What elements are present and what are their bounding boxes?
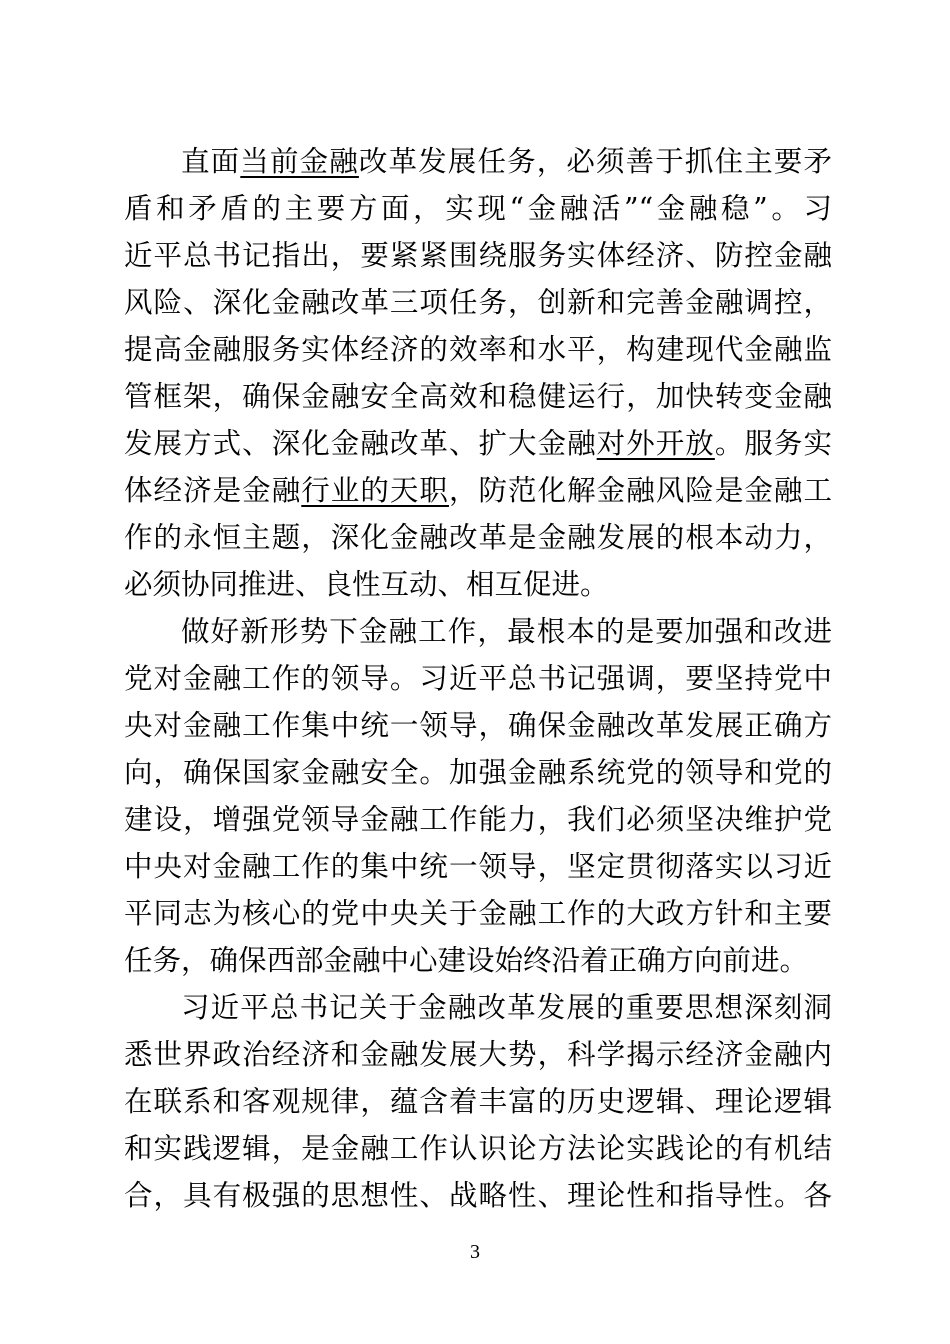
text-segment: 近平总书记指出，要紧紧围绕服务实体经济、防控金融 (124, 239, 832, 272)
text-segment: 风险、深化金融改革三项任务，创新和完善金融调控， (124, 286, 832, 319)
text-segment: 作的永恒主题，深化金融改革是金融发展的根本动力， (124, 521, 832, 554)
text-line (124, 185, 832, 232)
text-segment: 建设，增强党领导金融工作能力，我们必须坚决维护党 (124, 803, 832, 836)
text-line (124, 514, 832, 561)
text-line (124, 373, 832, 420)
text-segment: 管框架，确保金融安全高效和稳健运行，加快转变金融 (124, 380, 832, 413)
text-line (124, 1172, 832, 1219)
paragraph (124, 608, 832, 984)
text-segment: 提高金融服务实体经济的效率和水平，构建现代金融监 (124, 333, 832, 366)
text-line (124, 890, 832, 937)
page-number: 3 (470, 1241, 480, 1263)
text-segment: 。服务实 (714, 427, 832, 460)
text-segment: 在联系和客观规律，蕴含着丰富的历史逻辑、理论逻辑 (124, 1085, 832, 1118)
text-line (124, 749, 832, 796)
text-line (124, 796, 832, 843)
underlined-text: 当前金融 (240, 145, 359, 178)
text-line (124, 1125, 832, 1172)
text-line (124, 655, 832, 702)
text-segment: 发展方式、深化金融改革、扩大金融 (124, 427, 597, 460)
text-line (124, 937, 832, 984)
text-segment: 平同志为核心的党中央关于金融工作的大政方针和主要 (124, 897, 832, 930)
text-line (124, 608, 832, 655)
text-segment: 必须协同推进、良性互动、相互促进。 (124, 568, 609, 601)
text-segment: 直面 (181, 145, 241, 178)
text-segment: 向，确保国家金融安全。加强金融系统党的领导和党的 (124, 756, 832, 789)
text-segment: 悉世界政治经济和金融发展大势，科学揭示经济金融内 (124, 1038, 832, 1071)
body-text (124, 138, 832, 1219)
text-segment: 中央对金融工作的集中统一领导，坚定贯彻落实以习近 (124, 850, 832, 883)
text-segment: 习近平总书记关于金融改革发展的重要思想深刻洞 (181, 991, 832, 1024)
text-line (124, 138, 832, 185)
paragraph (124, 984, 832, 1219)
underlined-text: 对外开放 (596, 427, 715, 460)
text-segment: 合，具有极强的思想性、战略性、理论性和指导性。各 (124, 1179, 832, 1212)
text-segment: 盾和矛盾的主要方面，实现“金融活”“金融稳”。习 (124, 192, 832, 225)
text-segment: 体经济是金融 (124, 474, 302, 507)
underlined-text: 行业的天职 (301, 474, 449, 507)
text-segment: ，防范化解金融风险是金融工 (448, 474, 832, 507)
text-line (124, 702, 832, 749)
text-line (124, 1031, 832, 1078)
text-line (124, 232, 832, 279)
text-line (124, 843, 832, 890)
text-line (124, 420, 832, 467)
paragraph (124, 138, 832, 608)
text-line (124, 279, 832, 326)
text-segment: 改革发展任务，必须善于抓住主要矛 (358, 145, 832, 178)
text-segment: 党对金融工作的领导。习近平总书记强调，要坚持党中 (124, 662, 832, 695)
text-segment: 做好新形势下金融工作，最根本的是要加强和改进 (181, 615, 832, 648)
text-line (124, 984, 832, 1031)
text-line (124, 561, 832, 608)
text-line (124, 326, 832, 373)
text-segment: 央对金融工作集中统一领导，确保金融改革发展正确方 (124, 709, 832, 742)
text-line (124, 1078, 832, 1125)
text-segment: 任务，确保西部金融中心建设始终沿着正确方向前进。 (124, 944, 809, 977)
text-segment: 和实践逻辑，是金融工作认识论方法论实践论的有机结 (124, 1132, 832, 1165)
text-line (124, 467, 832, 514)
